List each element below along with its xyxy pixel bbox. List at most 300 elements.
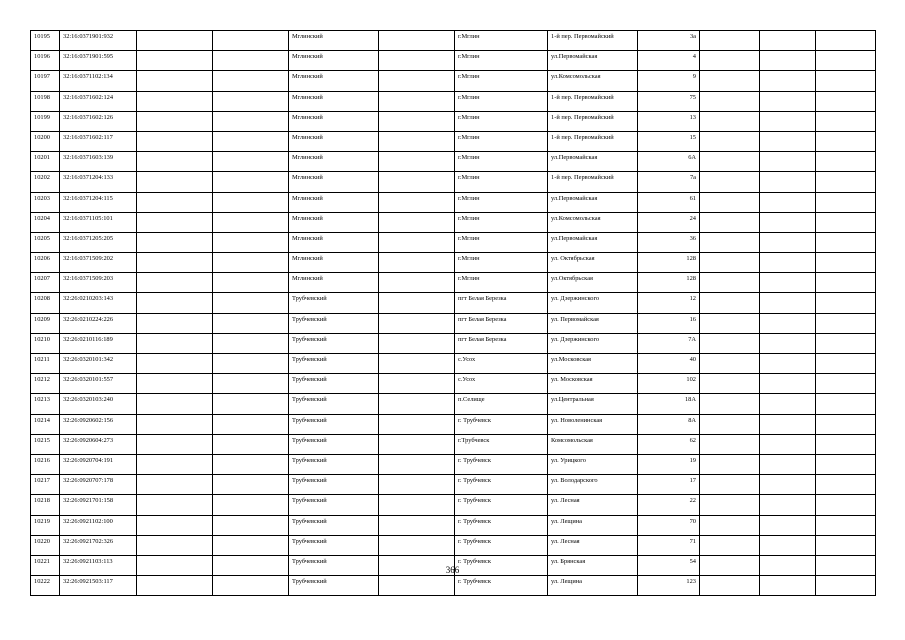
district-cell: Мглинский [289, 91, 379, 111]
house-number-cell: 7а [638, 172, 700, 192]
empty-cell [137, 131, 213, 151]
empty-cell [760, 232, 816, 252]
empty-cell [137, 172, 213, 192]
row-number-cell: 10198 [31, 91, 60, 111]
table-row [31, 293, 876, 313]
house-number-cell: 102 [638, 374, 700, 394]
table-row [31, 394, 876, 414]
street-cell: ул.Комсомольская [548, 212, 638, 232]
table-row [31, 454, 876, 474]
empty-cell [816, 232, 876, 252]
empty-cell [700, 253, 760, 273]
cadastral-number-cell: 32:26:0921702:326 [60, 535, 137, 555]
table-row [31, 31, 876, 51]
empty-cell [137, 434, 213, 454]
empty-cell [760, 172, 816, 192]
street-cell: ул. Первомайская [548, 313, 638, 333]
empty-cell [816, 495, 876, 515]
empty-cell [379, 374, 455, 394]
empty-cell [137, 111, 213, 131]
empty-cell [816, 414, 876, 434]
locality-cell: г.Мглин [455, 253, 548, 273]
empty-cell [760, 31, 816, 51]
empty-cell [700, 475, 760, 495]
empty-cell [137, 212, 213, 232]
empty-cell [213, 31, 289, 51]
locality-cell: п.Селище [455, 394, 548, 414]
cadastral-number-cell: 32:26:0920602:156 [60, 414, 137, 434]
district-cell: Мглинский [289, 232, 379, 252]
house-number-cell: 15 [638, 131, 700, 151]
empty-cell [816, 454, 876, 474]
house-number-cell: 13 [638, 111, 700, 131]
empty-cell [379, 576, 455, 596]
row-number-cell: 10195 [31, 31, 60, 51]
street-cell: 1-й пер. Первомайский [548, 91, 638, 111]
table-row [31, 495, 876, 515]
empty-cell [760, 51, 816, 71]
empty-cell [213, 293, 289, 313]
street-cell: ул.Первомайская [548, 152, 638, 172]
locality-cell: г. Трубчевск [455, 535, 548, 555]
empty-cell [816, 475, 876, 495]
empty-cell [137, 71, 213, 91]
table-row [31, 273, 876, 293]
cadastral-number-cell: 32:16:0371205:205 [60, 232, 137, 252]
row-number-cell: 10211 [31, 354, 60, 374]
district-cell: Трубчевский [289, 515, 379, 535]
street-cell: Комсомольская [548, 434, 638, 454]
empty-cell [137, 91, 213, 111]
locality-cell: с.Усох [455, 374, 548, 394]
street-cell: ул.Первомайская [548, 51, 638, 71]
table-row [31, 333, 876, 353]
district-cell: Трубчевский [289, 495, 379, 515]
house-number-cell: 71 [638, 535, 700, 555]
street-cell: 1-й пер. Первомайский [548, 172, 638, 192]
street-cell: ул. Лесная [548, 535, 638, 555]
locality-cell: г.Мглин [455, 51, 548, 71]
empty-cell [213, 576, 289, 596]
empty-cell [379, 434, 455, 454]
street-cell: ул. Лещина [548, 576, 638, 596]
row-number-cell: 10197 [31, 71, 60, 91]
empty-cell [379, 293, 455, 313]
house-number-cell: 128 [638, 273, 700, 293]
empty-cell [379, 535, 455, 555]
empty-cell [760, 131, 816, 151]
empty-cell [379, 131, 455, 151]
empty-cell [379, 71, 455, 91]
empty-cell [379, 354, 455, 374]
row-number-cell: 10207 [31, 273, 60, 293]
cadastral-number-cell: 32:16:0371901:932 [60, 31, 137, 51]
locality-cell: г. Трубчевск [455, 414, 548, 434]
cadastral-number-cell: 32:26:0920704:191 [60, 454, 137, 474]
cadastral-number-cell: 32:26:0921503:117 [60, 576, 137, 596]
district-cell: Трубчевский [289, 414, 379, 434]
row-number-cell: 10208 [31, 293, 60, 313]
district-cell: Трубчевский [289, 434, 379, 454]
empty-cell [379, 394, 455, 414]
empty-cell [700, 313, 760, 333]
street-cell: ул. Дзержинского [548, 333, 638, 353]
empty-cell [213, 313, 289, 333]
district-cell: Мглинский [289, 253, 379, 273]
house-number-cell: 36 [638, 232, 700, 252]
empty-cell [816, 91, 876, 111]
locality-cell: пгт Белая Березка [455, 293, 548, 313]
empty-cell [379, 111, 455, 131]
empty-cell [700, 293, 760, 313]
district-cell: Трубчевский [289, 394, 379, 414]
empty-cell [700, 31, 760, 51]
empty-cell [137, 31, 213, 51]
street-cell: ул.Комсомольская [548, 71, 638, 91]
row-number-cell: 10217 [31, 475, 60, 495]
empty-cell [213, 354, 289, 374]
table-row [31, 212, 876, 232]
cadastral-number-cell: 32:26:0920707:178 [60, 475, 137, 495]
locality-cell: с.Усох [455, 354, 548, 374]
row-number-cell: 10214 [31, 414, 60, 434]
district-cell: Мглинский [289, 192, 379, 212]
cadastral-number-cell: 32:26:0921103:113 [60, 555, 137, 575]
row-number-cell: 10199 [31, 111, 60, 131]
locality-cell: г.Мглин [455, 111, 548, 131]
row-number-cell: 10202 [31, 172, 60, 192]
row-number-cell: 10200 [31, 131, 60, 151]
house-number-cell: 18А [638, 394, 700, 414]
empty-cell [137, 475, 213, 495]
house-number-cell: 40 [638, 354, 700, 374]
house-number-cell: 16 [638, 313, 700, 333]
cadastral-number-cell: 32:16:0371204:115 [60, 192, 137, 212]
empty-cell [760, 515, 816, 535]
table-row [31, 232, 876, 252]
empty-cell [700, 71, 760, 91]
cadastral-number-cell: 32:16:0371602:117 [60, 131, 137, 151]
locality-cell: г.Мглин [455, 232, 548, 252]
street-cell: ул.Первомайская [548, 192, 638, 212]
empty-cell [760, 354, 816, 374]
empty-cell [816, 434, 876, 454]
locality-cell: г.Мглин [455, 212, 548, 232]
empty-cell [760, 111, 816, 131]
empty-cell [213, 535, 289, 555]
house-number-cell: 6А [638, 152, 700, 172]
locality-cell: г.Мглин [455, 273, 548, 293]
row-number-cell: 10222 [31, 576, 60, 596]
table-row [31, 51, 876, 71]
row-number-cell: 10205 [31, 232, 60, 252]
street-cell: 1-й пер. Первомайский [548, 131, 638, 151]
empty-cell [213, 273, 289, 293]
street-cell: ул.Первомайская [548, 232, 638, 252]
empty-cell [379, 253, 455, 273]
district-cell: Трубчевский [289, 535, 379, 555]
empty-cell [379, 495, 455, 515]
district-cell: Трубчевский [289, 374, 379, 394]
street-cell: ул. Володарского [548, 475, 638, 495]
house-number-cell: 24 [638, 212, 700, 232]
empty-cell [760, 454, 816, 474]
cadastral-number-cell: 32:16:0371204:133 [60, 172, 137, 192]
street-cell: ул. Октябрьская [548, 253, 638, 273]
row-number-cell: 10213 [31, 394, 60, 414]
locality-cell: пгт Белая Березка [455, 313, 548, 333]
empty-cell [379, 51, 455, 71]
empty-cell [213, 495, 289, 515]
locality-cell: г.Мглин [455, 172, 548, 192]
district-cell: Мглинский [289, 31, 379, 51]
table-row [31, 111, 876, 131]
empty-cell [137, 454, 213, 474]
empty-cell [213, 333, 289, 353]
empty-cell [700, 374, 760, 394]
cadastral-number-cell: 32:26:0210203:143 [60, 293, 137, 313]
row-number-cell: 10210 [31, 333, 60, 353]
empty-cell [760, 152, 816, 172]
district-cell: Трубчевский [289, 313, 379, 333]
row-number-cell: 10218 [31, 495, 60, 515]
empty-cell [379, 212, 455, 232]
registry-table-body [31, 31, 876, 596]
empty-cell [379, 515, 455, 535]
empty-cell [213, 111, 289, 131]
empty-cell [137, 273, 213, 293]
row-number-cell: 10212 [31, 374, 60, 394]
table-row [31, 475, 876, 495]
district-cell: Трубчевский [289, 333, 379, 353]
row-number-cell: 10209 [31, 313, 60, 333]
cadastral-number-cell: 32:26:0320101:557 [60, 374, 137, 394]
table-row [31, 192, 876, 212]
table-row [31, 535, 876, 555]
empty-cell [816, 51, 876, 71]
table-row [31, 172, 876, 192]
page-number: 366 [445, 565, 460, 575]
empty-cell [137, 354, 213, 374]
cadastral-number-cell: 32:16:0371102:134 [60, 71, 137, 91]
street-cell: ул. Урицкого [548, 454, 638, 474]
empty-cell [816, 131, 876, 151]
cadastral-number-cell: 32:26:0920604:273 [60, 434, 137, 454]
locality-cell: г.Мглин [455, 131, 548, 151]
empty-cell [700, 354, 760, 374]
empty-cell [137, 495, 213, 515]
empty-cell [379, 31, 455, 51]
row-number-cell: 10201 [31, 152, 60, 172]
empty-cell [379, 454, 455, 474]
empty-cell [760, 434, 816, 454]
house-number-cell: 54 [638, 555, 700, 575]
row-number-cell: 10196 [31, 51, 60, 71]
street-cell: ул.Центральная [548, 394, 638, 414]
empty-cell [816, 111, 876, 131]
empty-cell [760, 71, 816, 91]
district-cell: Трубчевский [289, 576, 379, 596]
table-row [31, 91, 876, 111]
empty-cell [137, 232, 213, 252]
empty-cell [137, 51, 213, 71]
empty-cell [760, 192, 816, 212]
empty-cell [700, 515, 760, 535]
empty-cell [700, 192, 760, 212]
empty-cell [816, 313, 876, 333]
empty-cell [816, 273, 876, 293]
street-cell: ул. Новоленинская [548, 414, 638, 434]
district-cell: Мглинский [289, 273, 379, 293]
street-cell: ул.Октябрьская [548, 273, 638, 293]
empty-cell [213, 253, 289, 273]
locality-cell: г. Трубчевск [455, 555, 548, 575]
empty-cell [700, 454, 760, 474]
empty-cell [816, 212, 876, 232]
table-row [31, 515, 876, 535]
empty-cell [816, 576, 876, 596]
house-number-cell: 61 [638, 192, 700, 212]
empty-cell [816, 394, 876, 414]
house-number-cell: 12 [638, 293, 700, 313]
row-number-cell: 10203 [31, 192, 60, 212]
empty-cell [760, 475, 816, 495]
empty-cell [816, 535, 876, 555]
empty-cell [700, 232, 760, 252]
empty-cell [816, 293, 876, 313]
district-cell: Трубчевский [289, 354, 379, 374]
locality-cell: г.Трубчевск [455, 434, 548, 454]
empty-cell [700, 111, 760, 131]
house-number-cell: 8А [638, 414, 700, 434]
locality-cell: г. Трубчевск [455, 454, 548, 474]
empty-cell [137, 515, 213, 535]
empty-cell [816, 253, 876, 273]
street-cell: ул. Дзержинского [548, 293, 638, 313]
empty-cell [700, 333, 760, 353]
district-cell: Мглинский [289, 111, 379, 131]
row-number-cell: 10206 [31, 253, 60, 273]
house-number-cell: 70 [638, 515, 700, 535]
empty-cell [700, 434, 760, 454]
empty-cell [816, 152, 876, 172]
locality-cell: г. Трубчевск [455, 576, 548, 596]
empty-cell [700, 414, 760, 434]
street-cell: ул. Брянская [548, 555, 638, 575]
house-number-cell: 22 [638, 495, 700, 515]
empty-cell [760, 374, 816, 394]
table-row [31, 313, 876, 333]
empty-cell [137, 576, 213, 596]
house-number-cell: 3а [638, 31, 700, 51]
empty-cell [700, 212, 760, 232]
cadastral-number-cell: 32:16:0371602:124 [60, 91, 137, 111]
cadastral-number-cell: 32:26:0210116:189 [60, 333, 137, 353]
empty-cell [137, 152, 213, 172]
street-cell: ул. Московская [548, 374, 638, 394]
empty-cell [379, 414, 455, 434]
row-number-cell: 10215 [31, 434, 60, 454]
empty-cell [379, 172, 455, 192]
empty-cell [137, 535, 213, 555]
table-row [31, 434, 876, 454]
cadastral-number-cell: 32:16:0371105:101 [60, 212, 137, 232]
cadastral-number-cell: 32:26:0921102:100 [60, 515, 137, 535]
empty-cell [213, 71, 289, 91]
empty-cell [213, 454, 289, 474]
empty-cell [816, 71, 876, 91]
empty-cell [760, 414, 816, 434]
empty-cell [213, 131, 289, 151]
empty-cell [213, 394, 289, 414]
locality-cell: г.Мглин [455, 31, 548, 51]
row-number-cell: 10216 [31, 454, 60, 474]
empty-cell [816, 354, 876, 374]
empty-cell [379, 313, 455, 333]
empty-cell [213, 475, 289, 495]
row-number-cell: 10220 [31, 535, 60, 555]
table-row [31, 253, 876, 273]
street-cell: ул. Лесная [548, 495, 638, 515]
cadastral-number-cell: 32:26:0921701:158 [60, 495, 137, 515]
empty-cell [700, 576, 760, 596]
cadastral-number-cell: 32:16:0371509:202 [60, 253, 137, 273]
empty-cell [137, 414, 213, 434]
house-number-cell: 9 [638, 71, 700, 91]
empty-cell [137, 293, 213, 313]
empty-cell [760, 212, 816, 232]
empty-cell [213, 515, 289, 535]
empty-cell [816, 333, 876, 353]
empty-cell [760, 273, 816, 293]
locality-cell: г.Мглин [455, 152, 548, 172]
table-row [31, 576, 876, 596]
empty-cell [816, 192, 876, 212]
table-row [31, 71, 876, 91]
empty-cell [379, 152, 455, 172]
empty-cell [379, 475, 455, 495]
district-cell: Трубчевский [289, 293, 379, 313]
locality-cell: г.Мглин [455, 91, 548, 111]
empty-cell [760, 293, 816, 313]
street-cell: 1-й пер. Первомайский [548, 111, 638, 131]
house-number-cell: 128 [638, 253, 700, 273]
cadastral-number-cell: 32:16:0371603:139 [60, 152, 137, 172]
row-number-cell: 10204 [31, 212, 60, 232]
house-number-cell: 62 [638, 434, 700, 454]
empty-cell [137, 192, 213, 212]
empty-cell [379, 273, 455, 293]
house-number-cell: 4 [638, 51, 700, 71]
house-number-cell: 123 [638, 576, 700, 596]
empty-cell [816, 374, 876, 394]
table-row [31, 414, 876, 434]
street-cell: ул. Лещина [548, 515, 638, 535]
district-cell: Мглинский [289, 71, 379, 91]
empty-cell [213, 374, 289, 394]
house-number-cell: 7А [638, 333, 700, 353]
empty-cell [760, 394, 816, 414]
empty-cell [816, 515, 876, 535]
empty-cell [816, 31, 876, 51]
empty-cell [213, 152, 289, 172]
empty-cell [213, 414, 289, 434]
locality-cell: г.Мглин [455, 192, 548, 212]
street-cell: 1-й пер. Первомайский [548, 31, 638, 51]
cadastral-number-cell: 32:26:0320103:240 [60, 394, 137, 414]
house-number-cell: 19 [638, 454, 700, 474]
table-row [31, 131, 876, 151]
